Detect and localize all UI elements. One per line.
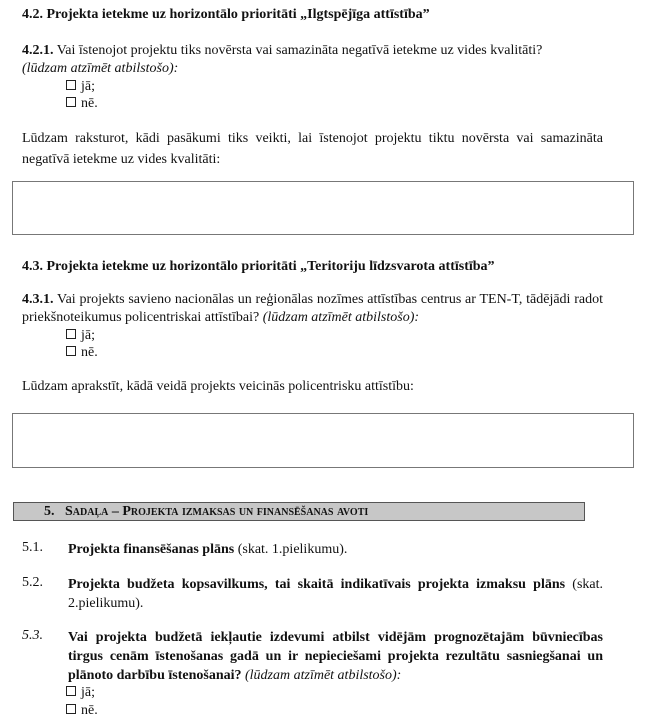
item-title: Projekta finansēšanas plāns xyxy=(68,542,235,557)
item-5-1 xyxy=(68,540,603,559)
item-5-3 xyxy=(68,628,603,685)
item-number: 5.3. xyxy=(22,628,43,643)
item-note: (skat. 1.pielikumu). xyxy=(234,542,348,557)
checkbox-no-4-2-1[interactable] xyxy=(66,95,98,113)
option-label: jā; xyxy=(81,328,95,343)
question-4-2-1 xyxy=(22,42,542,60)
explain-prompt-4-3: Lūdzam aprakstīt, kādā veidā projekts veicinās policentrisku attīstību: xyxy=(22,379,414,394)
item-number: 5.2. xyxy=(22,575,43,590)
question-hint: (lūdzam atzīmēt atbilstošo): xyxy=(262,310,420,325)
checkbox-no-4-3-1[interactable] xyxy=(66,344,98,362)
checkbox-icon[interactable] xyxy=(66,97,76,107)
section-title: Sadaļa – Projekta izmaksas un finansēšanas avoti xyxy=(65,504,369,519)
question-text: Vai projekts savieno nacionālas un reģionālas nozīmes attīstības centrus ar TEN-T, tādējādi radot priekšnoteikumus policentriskai attīstībai? xyxy=(22,292,603,325)
option-label: nē. xyxy=(81,703,98,718)
checkbox-icon[interactable] xyxy=(66,686,76,696)
question-text: Vai īstenojot projektu tiks novērsta vai samazināta negatīvā ietekme uz vides kvalitāti? xyxy=(53,43,543,58)
answer-textbox-4-3[interactable] xyxy=(12,413,634,468)
option-label: nē. xyxy=(81,96,98,111)
checkbox-icon[interactable] xyxy=(66,80,76,90)
checkbox-icon[interactable] xyxy=(66,329,76,339)
question-number: 4.2.1. xyxy=(22,43,54,58)
question-4-3-1 xyxy=(22,291,603,327)
question-hint: (lūdzam atzīmēt atbilstošo): xyxy=(22,61,179,76)
item-number: 5.1. xyxy=(22,540,43,555)
checkbox-icon[interactable] xyxy=(66,346,76,356)
item-note: (skat. 2.pielikumu). xyxy=(68,577,604,611)
item-title: Projekta budžeta kopsavilkums, tai skaitā indikatīvais projekta izmaksu plāns xyxy=(68,577,566,592)
answer-textbox-4-2[interactable] xyxy=(12,181,634,235)
question-number: 4.3.1. xyxy=(22,292,54,307)
option-label: nē. xyxy=(81,345,98,360)
checkbox-yes-5-3[interactable] xyxy=(66,684,95,702)
section-5-header xyxy=(13,502,585,521)
section-4-3-heading: 4.3. Projekta ietekme uz horizontālo prioritāti „Teritoriju līdzsvarota attīstība” xyxy=(22,259,495,274)
checkbox-icon[interactable] xyxy=(66,704,76,714)
option-label: jā; xyxy=(81,79,95,94)
checkbox-no-5-3[interactable] xyxy=(66,702,98,720)
option-label: jā; xyxy=(81,685,95,700)
explain-prompt-4-2: Lūdzam raksturot, kādi pasākumi tiks veikti, lai īstenojot projektu tiktu novērsta vai samazināta negatīvā ietekme uz vides kvalitāti: xyxy=(22,131,603,167)
item-5-2 xyxy=(68,575,603,613)
checkbox-yes-4-2-1[interactable] xyxy=(66,78,95,96)
item-note: (lūdzam atzīmēt atbilstošo): xyxy=(241,668,402,683)
section-number: 5. xyxy=(44,504,55,519)
item-title: Vai projekta budžetā iekļautie izdevumi atbilst vidējām prognozētajām būvniecības tirgus cenām īstenošanas gadā un ir nepieciešami projekta rezultātu sasniegšanai un plānoto darbību īstenošanai? xyxy=(68,630,603,683)
checkbox-yes-4-3-1[interactable] xyxy=(66,327,95,345)
section-4-2-heading: 4.2. Projekta ietekme uz horizontālo prioritāti „Ilgtspējīga attīstība” xyxy=(22,7,430,22)
